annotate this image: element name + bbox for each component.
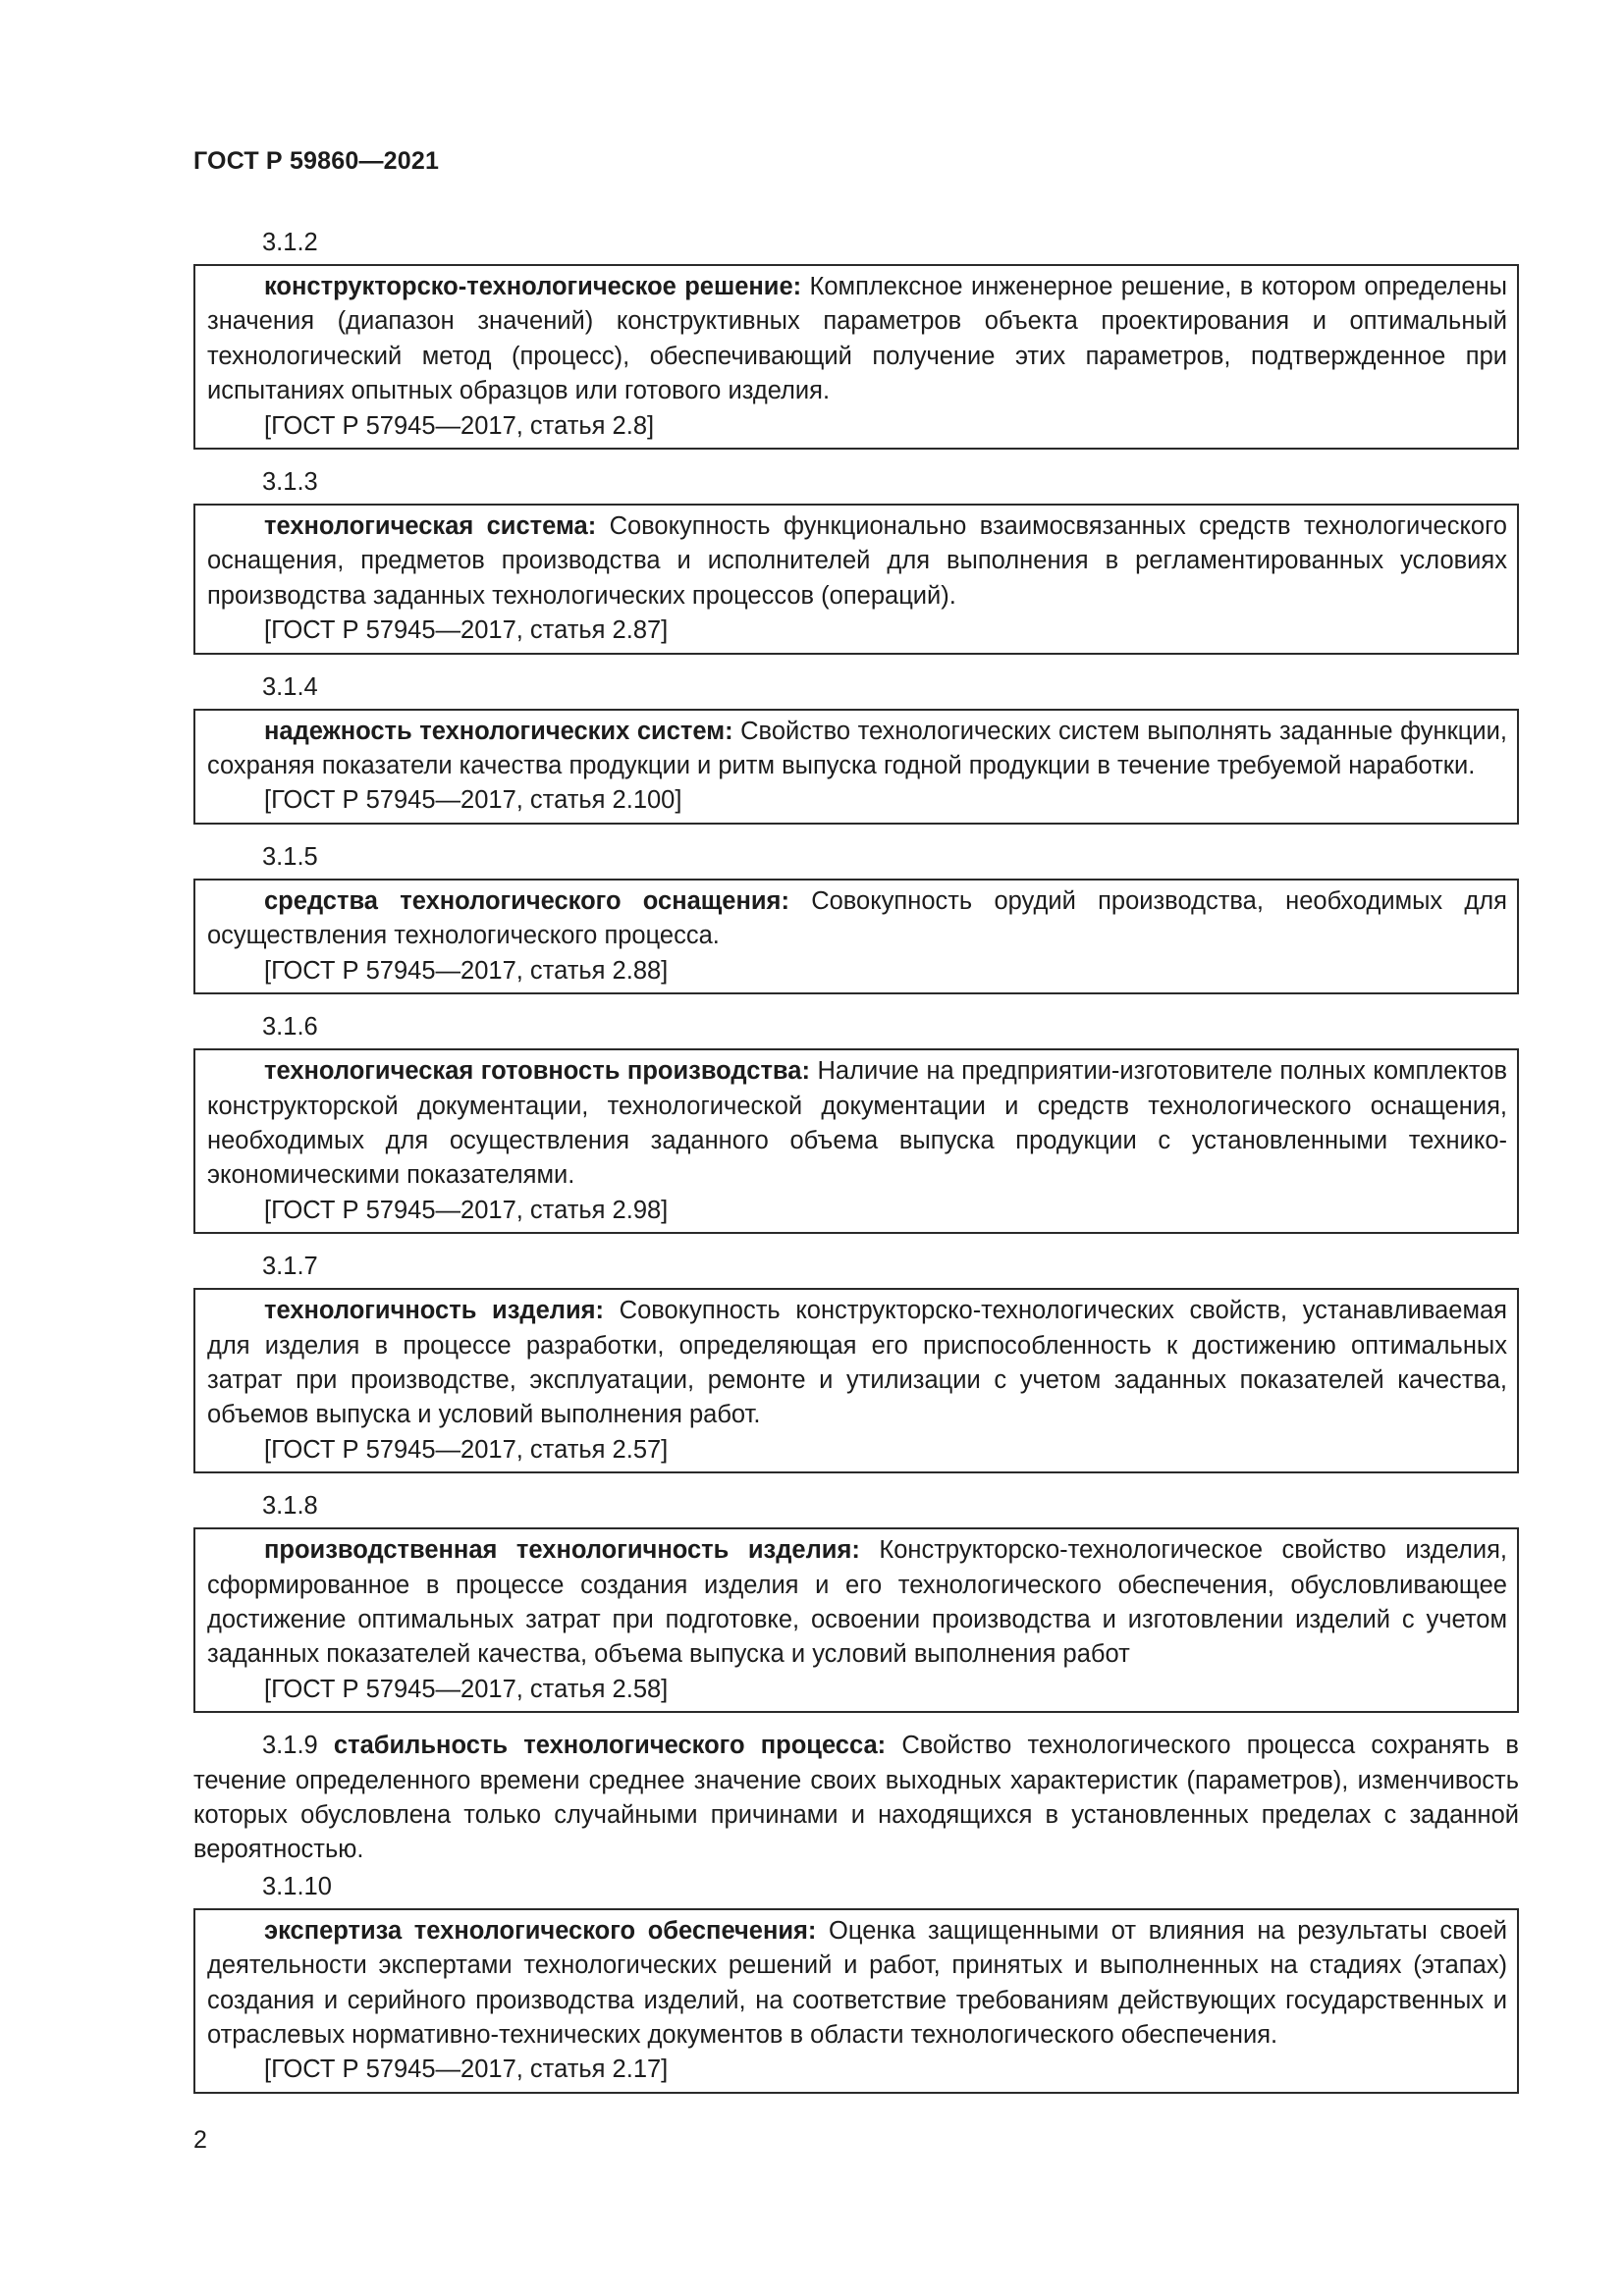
term-definition bbox=[207, 1294, 1507, 1433]
term-source: [ГОСТ Р 57945—2017, статья 2.58] bbox=[264, 1675, 669, 1703]
term-definition bbox=[207, 715, 1507, 784]
term-number: 3.1.8 bbox=[262, 1492, 318, 1521]
term-definition bbox=[207, 884, 1507, 954]
term-source: [ГОСТ Р 57945—2017, статья 2.87] bbox=[264, 616, 669, 645]
term-box bbox=[193, 504, 1519, 655]
term-number: 3.1.5 bbox=[262, 842, 318, 871]
term-name: технологичность изделия: bbox=[264, 1297, 605, 1325]
term-number: 3.1.7 bbox=[262, 1253, 318, 1281]
term-source: [ГОСТ Р 57945—2017, статья 2.8] bbox=[264, 411, 655, 440]
term-number: 3.1.9 bbox=[262, 1732, 318, 1760]
term-box bbox=[193, 1048, 1519, 1234]
term-box bbox=[193, 879, 1519, 994]
plain-term-paragraph bbox=[193, 1729, 1519, 1868]
term-definition-text: Свойство технологических систем выполнять заданные функции, сохраняя показатели качества продукции и ритм выпуска годной продукции в течение требуемой наработки. bbox=[207, 717, 1507, 780]
term-definition bbox=[207, 1533, 1507, 1673]
term-name: технологическая готовность производства: bbox=[264, 1057, 810, 1086]
term-number: 3.1.3 bbox=[262, 468, 318, 497]
term-definition bbox=[207, 1054, 1507, 1194]
term-definition-text: Оценка защищенными от влияния на результаты своей деятельности экспертами технологических решений и работ, принятых и выполненных на стадиях (этапах) создания и серийного производства изделий, на соответствие требованиям действующих государственных и отраслевых нормативно-технических документов в области технологического обеспечения. bbox=[207, 1916, 1508, 2050]
term-box bbox=[193, 709, 1519, 825]
term-box bbox=[193, 1527, 1519, 1713]
term-source: [ГОСТ Р 57945—2017, статья 2.100] bbox=[264, 786, 682, 815]
term-definition-text: Совокупность функционально взаимосвязанных средств технологического оснащения, предметов производства и исполнителей для выполнения в регламентированных условиях производства заданных технологических процессов (операций). bbox=[207, 512, 1507, 610]
term-name: технологическая система: bbox=[264, 512, 597, 541]
document-header: ГОСТ Р 59860—2021 bbox=[193, 147, 440, 175]
term-name: конструкторско-технологическое решение: bbox=[264, 273, 802, 300]
term-source: [ГОСТ Р 57945—2017, статья 2.98] bbox=[264, 1196, 669, 1224]
term-definition bbox=[207, 509, 1507, 614]
term-definition-text: Свойство технологического процесса сохранять в течение определенного времени среднее значение своих выходных характеристик (параметров), изменчивость которых обусловлена только случайными причинами и находящихся в установленных пределах с заданной вероятностью. bbox=[193, 1732, 1519, 1864]
term-source: [ГОСТ Р 57945—2017, статья 2.88] bbox=[264, 956, 669, 985]
term-name: стабильность технологического процесса: bbox=[333, 1732, 887, 1760]
term-definition-text: Наличие на предприятии-изготовителе полных комплектов конструкторской документации, технологической документации и средств технологического оснащения, необходимых для осуществления заданного объема выпуска продукции с установленными технико-экономическими показателями. bbox=[207, 1057, 1507, 1190]
term-name: средства технологического оснащения: bbox=[264, 886, 789, 915]
term-name: производственная технологичность изделия: bbox=[264, 1536, 860, 1565]
term-box bbox=[193, 1288, 1519, 1473]
term-number: 3.1.4 bbox=[262, 672, 318, 701]
term-definition-text: Совокупность орудий производства, необходимых для осуществления технологического процесса. bbox=[207, 886, 1507, 950]
term-definition-text: Конструкторско-технологическое свойство изделия, сформированное в процессе создания изделия и его технологического обеспечения, обусловливающее достижение оптимальных затрат при подготовке, освоении производства и изготовлении изделий с учетом заданных показателей качества, объема выпуска и условий выполнения работ bbox=[207, 1536, 1508, 1669]
term-number: 3.1.2 bbox=[262, 229, 318, 256]
term-number: 3.1.10 bbox=[262, 1872, 332, 1900]
term-name: экспертиза технологического обеспечения: bbox=[264, 1916, 817, 1945]
term-definition-text: Комплексное инженерное решение, в котором определены значения (диапазон значений) конструктивных параметров объекта проектирования и оптимальный технологический метод (процесс), обеспечивающий получение этих параметров, подтвержденное при испытаниях опытных образцов или готового изделия. bbox=[207, 273, 1507, 405]
term-box bbox=[193, 264, 1519, 450]
term-definition bbox=[207, 1914, 1507, 2054]
document-body bbox=[193, 226, 1519, 2109]
term-number: 3.1.6 bbox=[262, 1013, 318, 1041]
term-source: [ГОСТ Р 57945—2017, статья 2.17] bbox=[264, 2056, 669, 2084]
term-name: надежность технологических систем: bbox=[264, 717, 733, 745]
term-box bbox=[193, 1908, 1519, 2094]
term-definition bbox=[207, 270, 1507, 409]
term-source: [ГОСТ Р 57945—2017, статья 2.57] bbox=[264, 1435, 669, 1464]
page-number: 2 bbox=[193, 2126, 207, 2154]
term-definition-text: Совокупность конструкторско-технологических свойств, устанавливаемая для изделия в процессе разработки, определяющая его приспособленность к достижению оптимальных затрат при производстве, эксплуатации, ремонте и утилизации с учетом заданных показателей качества, объемов выпуска и условий выполнения работ. bbox=[207, 1297, 1507, 1429]
